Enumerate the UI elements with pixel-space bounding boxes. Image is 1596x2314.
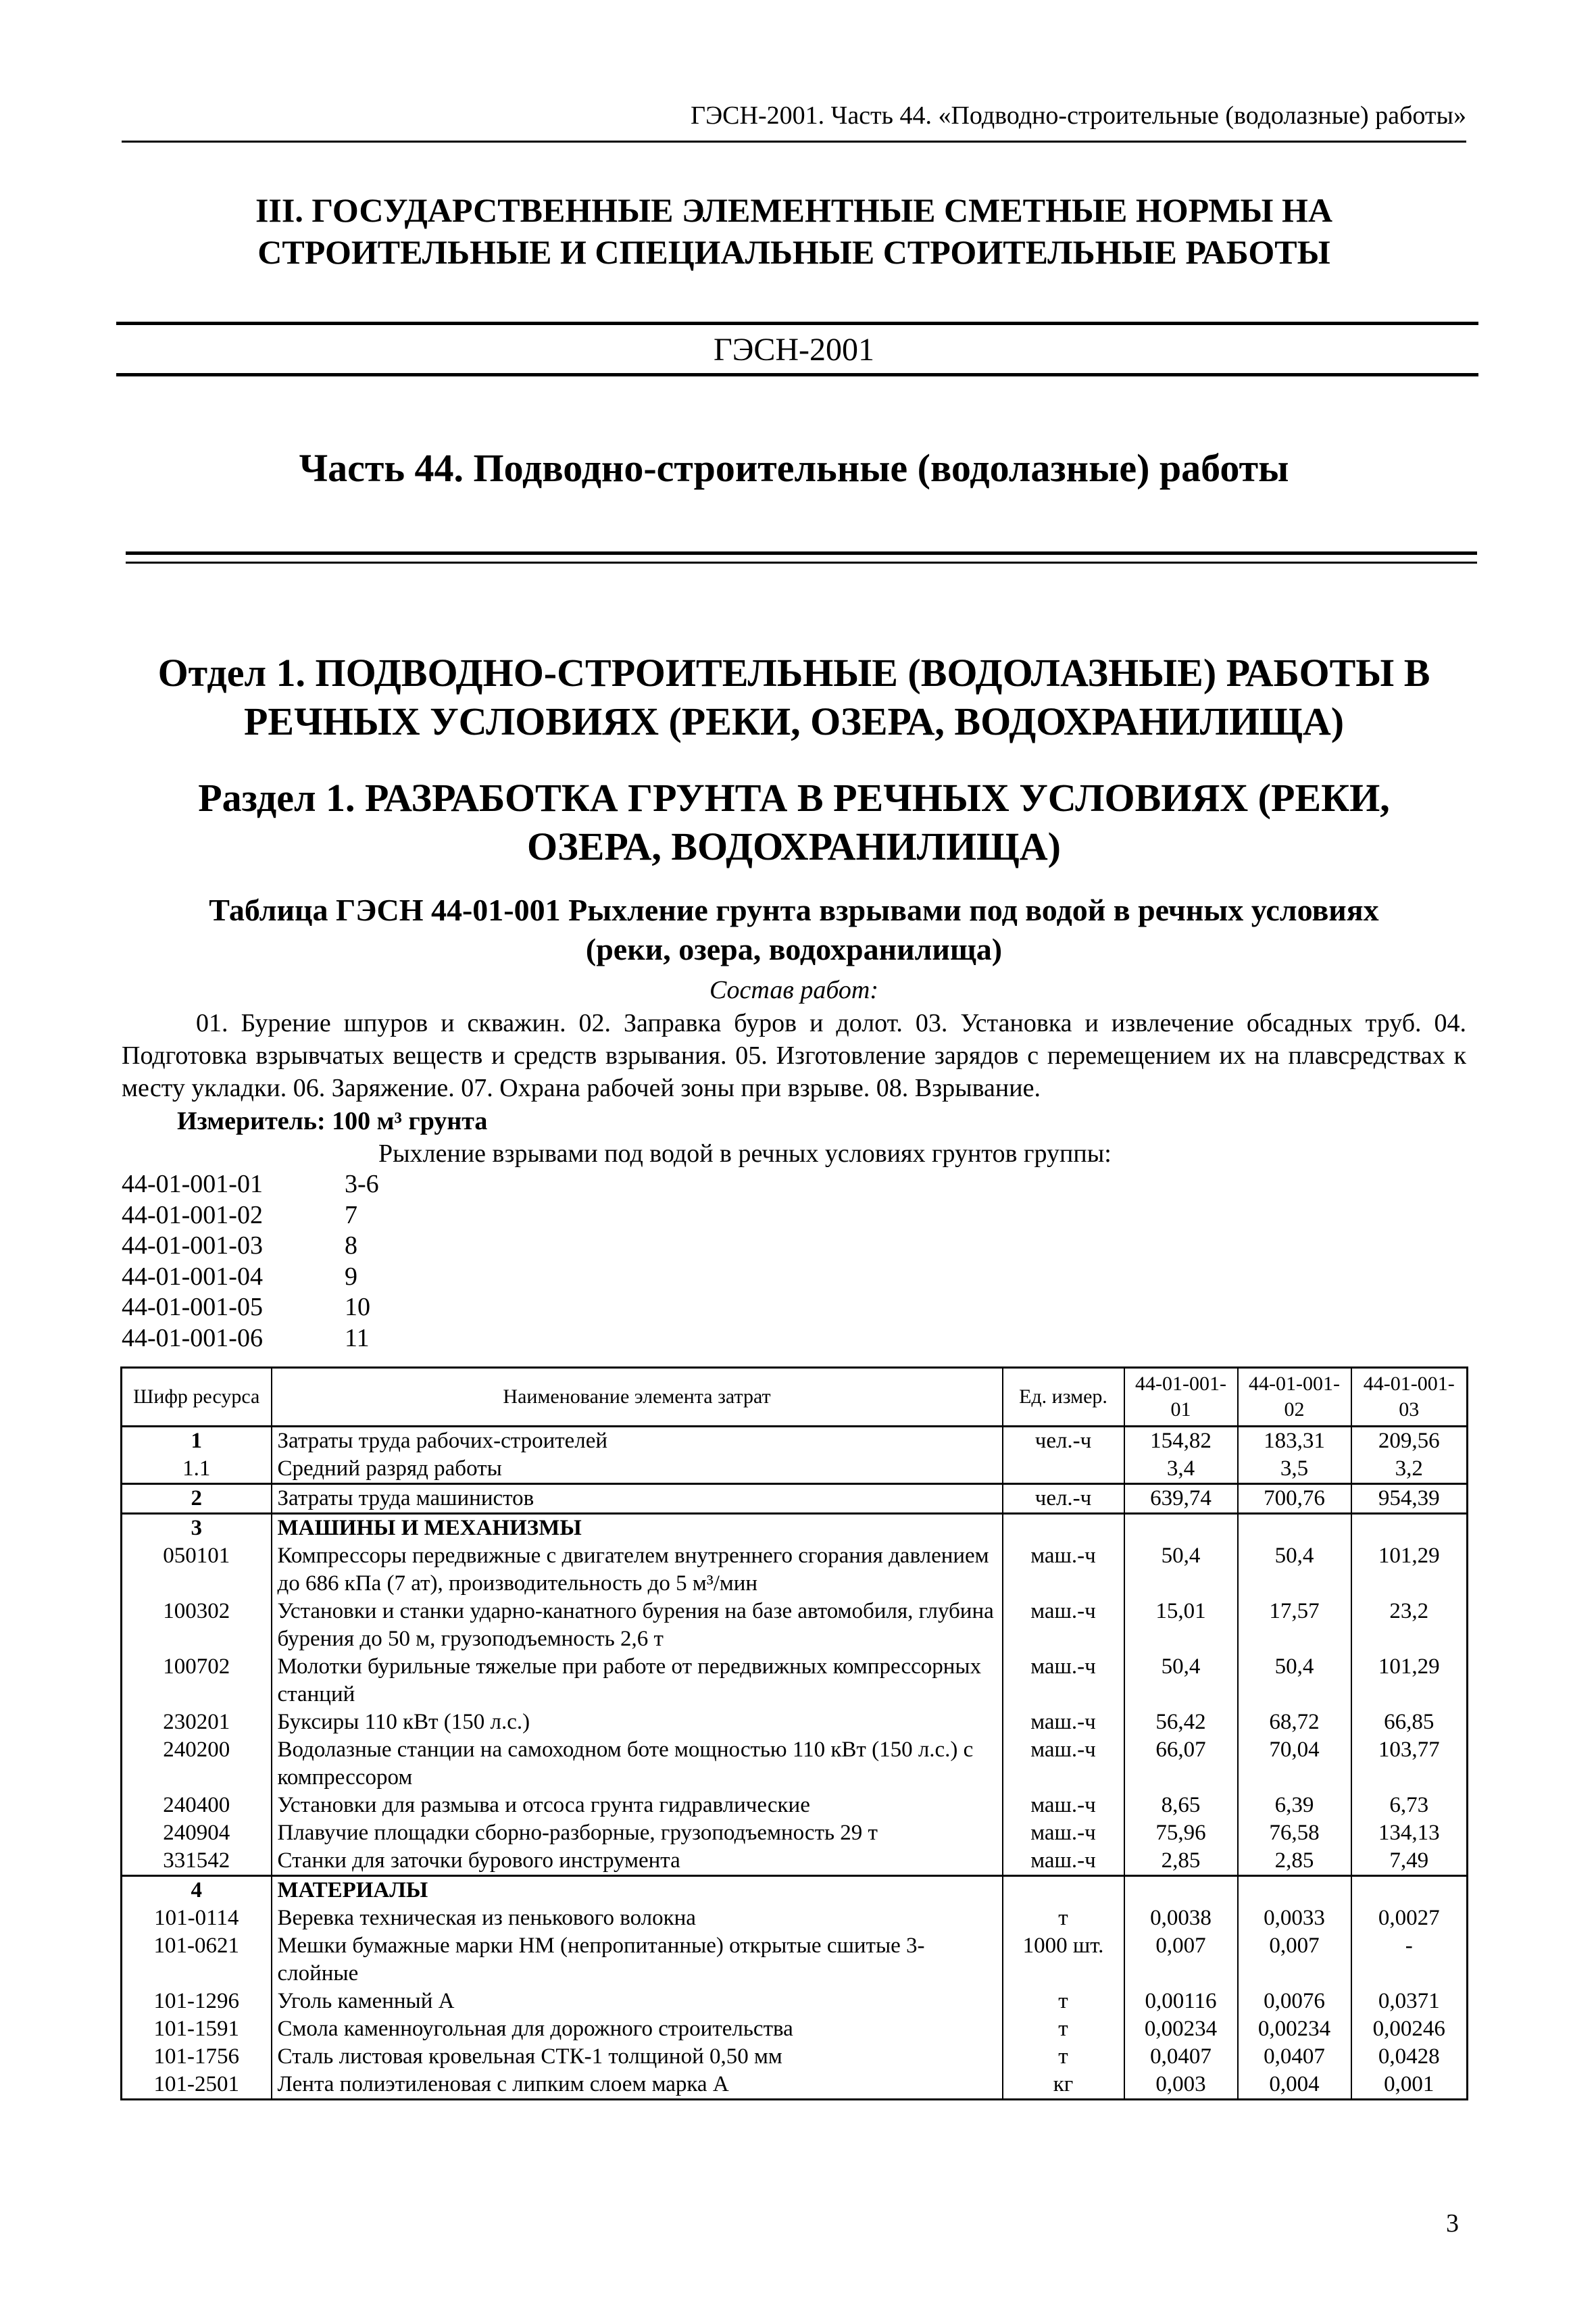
cell-unit: чел.-ч <box>1003 1484 1124 1514</box>
soil-group: 9 <box>345 1262 357 1291</box>
cell-name: Установки и станки ударно-канатного бурения на базе автомобиля, глубина бурения до 50 м, грузоподъемность 2,6 т <box>272 1598 1003 1653</box>
cell-norm-01: 50,4 <box>1124 1653 1238 1708</box>
razdel-title-line2: ОЗЕРА, ВОДОХРАНИЛИЩА) <box>527 824 1061 868</box>
work-composition-label: Состав работ: <box>709 976 879 1004</box>
table-row <box>122 1847 1468 1876</box>
cell-norm-02: 50,4 <box>1238 1653 1351 1708</box>
norm-code-list <box>122 1169 379 1354</box>
cell-name: Сталь листовая кровельная СТК-1 толщиной 0,50 мм <box>272 2043 1003 2071</box>
norm-code-item <box>122 1323 379 1354</box>
work-composition-text: 01. Бурение шпуров и скважин. 02. Заправка буров и долот. 03. Установка и извлечение обсадных труб. 04. Подготовка взрывчатых веществ и средств взрывания. 05. Изготовление зарядов с перемещением их на плавсредствах к месту укладки. 06. Заряжение. 07. Охрана рабочей зоны при взрыве. 08. Взрывание. <box>122 1009 1466 1102</box>
cell-norm-02: 70,04 <box>1238 1736 1351 1792</box>
measure-unit: Измеритель: 100 м³ грунта <box>177 1107 488 1135</box>
cell-norm-02: 3,5 <box>1238 1455 1351 1484</box>
soil-group: 7 <box>345 1200 357 1229</box>
cell-norm-01: 66,07 <box>1124 1736 1238 1792</box>
part-title: Часть 44. Подводно-строительные (водолазные) работы <box>299 446 1289 490</box>
header-norm-03: 44-01-001-03 <box>1351 1368 1468 1427</box>
cell-norm-01: 2,85 <box>1124 1847 1238 1876</box>
cell-norm-01: 639,74 <box>1124 1484 1238 1514</box>
cell-unit: т <box>1003 2015 1124 2043</box>
cell-norm-01: 0,00234 <box>1124 2015 1238 2043</box>
cell-norm-01: 0,00116 <box>1124 1988 1238 2015</box>
razdel-title <box>122 774 1466 871</box>
cell-norm-01: 154,82 <box>1124 1427 1238 1456</box>
cell-norm-01: 15,01 <box>1124 1598 1238 1653</box>
otdel-title-line1: Отдел 1. ПОДВОДНО-СТРОИТЕЛЬНЫЕ (ВОДОЛАЗНЫЕ) РАБОТЫ В <box>157 651 1430 695</box>
cell-name: Компрессоры передвижные с двигателем внутреннего сгорания давлением до 686 кПа (7 ат), производительность до 5 м³/мин <box>272 1542 1003 1598</box>
cell-norm-01: 3,4 <box>1124 1455 1238 1484</box>
soil-group: 11 <box>345 1323 370 1352</box>
otdel-title <box>122 649 1466 746</box>
cell-norm-02: 0,0076 <box>1238 1988 1351 2015</box>
table-title-line2: (реки, озера, водохранилища) <box>585 932 1003 966</box>
cell-code: 101-0114 <box>122 1904 272 1932</box>
cell-norm-03: 209,56 <box>1351 1427 1468 1456</box>
table-row <box>122 1708 1468 1736</box>
norm-code-item <box>122 1292 379 1323</box>
cell-norm-03 <box>1351 1876 1468 1905</box>
cell-norm-01 <box>1124 1514 1238 1543</box>
cell-norm-02: 76,58 <box>1238 1819 1351 1847</box>
main-title <box>122 189 1466 273</box>
cell-norm-01: 56,42 <box>1124 1708 1238 1736</box>
cell-norm-03: 66,85 <box>1351 1708 1468 1736</box>
cell-name: Веревка техническая из пенькового волокна <box>272 1904 1003 1932</box>
resource-table <box>120 1367 1468 2100</box>
cell-code: 100302 <box>122 1598 272 1653</box>
cell-norm-03: 134,13 <box>1351 1819 1468 1847</box>
table-row <box>122 1819 1468 1847</box>
cell-code: 101-2501 <box>122 2071 272 2100</box>
main-title-line2: СТРОИТЕЛЬНЫЕ И СПЕЦИАЛЬНЫЕ СТРОИТЕЛЬНЫЕ РАБОТЫ <box>257 233 1330 271</box>
cell-unit: т <box>1003 1988 1124 2015</box>
cell-code: 101-1756 <box>122 2043 272 2071</box>
cell-code: 3 <box>122 1514 272 1543</box>
header-unit: Ед. измер. <box>1003 1368 1124 1427</box>
cell-code: 101-1296 <box>122 1988 272 2015</box>
cell-code: 230201 <box>122 1708 272 1736</box>
cell-norm-03: 0,001 <box>1351 2071 1468 2100</box>
table-row <box>122 2015 1468 2043</box>
norm-code: 44-01-001-03 <box>122 1231 263 1260</box>
norm-code-item <box>122 1262 379 1293</box>
soil-group: 8 <box>345 1231 357 1260</box>
cell-norm-03: 0,0371 <box>1351 1988 1468 2015</box>
header-norm-01: 44-01-001-01 <box>1124 1368 1238 1427</box>
cell-norm-02: 0,0407 <box>1238 2043 1351 2071</box>
norm-code-item <box>122 1169 379 1200</box>
cell-norm-01: 0,007 <box>1124 1932 1238 1988</box>
cell-name: Уголь каменный А <box>272 1988 1003 2015</box>
table-row <box>122 1542 1468 1598</box>
cell-norm-03: 101,29 <box>1351 1653 1468 1708</box>
table-row <box>122 1904 1468 1932</box>
cell-norm-02 <box>1238 1514 1351 1543</box>
cell-norm-02: 50,4 <box>1238 1542 1351 1598</box>
cell-name: Плавучие площадки сборно-разборные, грузоподъемность 29 т <box>272 1819 1003 1847</box>
table-row <box>122 1484 1468 1514</box>
cell-code: 100702 <box>122 1653 272 1708</box>
cell-norm-01: 0,0038 <box>1124 1904 1238 1932</box>
cell-unit: маш.-ч <box>1003 1598 1124 1653</box>
cell-unit: 1000 шт. <box>1003 1932 1124 1988</box>
group-caption: Рыхление взрывами под водой в речных условиях грунтов группы: <box>378 1139 1112 1168</box>
table-row <box>122 1598 1468 1653</box>
cell-norm-01: 8,65 <box>1124 1792 1238 1819</box>
cell-name: Смола каменноугольная для дорожного строительства <box>272 2015 1003 2043</box>
cell-code: 4 <box>122 1876 272 1905</box>
table-header-row <box>122 1368 1468 1427</box>
running-header: ГЭСН-2001. Часть 44. «Подводно-строительные (водолазные) работы» <box>691 101 1466 130</box>
cell-code: 240904 <box>122 1819 272 1847</box>
cell-code: 240200 <box>122 1736 272 1792</box>
cell-unit <box>1003 1876 1124 1905</box>
soil-group: 3-6 <box>345 1170 379 1198</box>
cell-norm-02: 183,31 <box>1238 1427 1351 1456</box>
cell-norm-03: 0,0027 <box>1351 1904 1468 1932</box>
resource-table-body <box>122 1427 1468 2100</box>
table-row <box>122 2043 1468 2071</box>
cell-name: Буксиры 110 кВт (150 л.с.) <box>272 1708 1003 1736</box>
table-row <box>122 1876 1468 1905</box>
cell-norm-03 <box>1351 1514 1468 1543</box>
cell-norm-03: 0,0428 <box>1351 2043 1468 2071</box>
cell-norm-01: 50,4 <box>1124 1542 1238 1598</box>
cell-norm-02: 0,0033 <box>1238 1904 1351 1932</box>
cell-name: Молотки бурильные тяжелые при работе от передвижных компрессорных станций <box>272 1653 1003 1708</box>
cell-norm-01 <box>1124 1876 1238 1905</box>
cell-norm-02: 68,72 <box>1238 1708 1351 1736</box>
header-norm-02: 44-01-001-02 <box>1238 1368 1351 1427</box>
cell-unit: маш.-ч <box>1003 1542 1124 1598</box>
cell-norm-02: 17,57 <box>1238 1598 1351 1653</box>
table-row <box>122 1514 1468 1543</box>
cell-norm-02: 700,76 <box>1238 1484 1351 1514</box>
header-code: Шифр ресурса <box>122 1368 272 1427</box>
cell-unit: маш.-ч <box>1003 1736 1124 1792</box>
norm-code: 44-01-001-04 <box>122 1262 263 1291</box>
otdel-title-line2: РЕЧНЫХ УСЛОВИЯХ (РЕКИ, ОЗЕРА, ВОДОХРАНИЛИЩА) <box>243 699 1345 743</box>
cell-name: Затраты труда машинистов <box>272 1484 1003 1514</box>
cell-name: Установки для размыва и отсоса грунта гидравлические <box>272 1792 1003 1819</box>
cell-name: Мешки бумажные марки НМ (непропитанные) открытые сшитые 3-слойные <box>272 1932 1003 1988</box>
cell-norm-01: 0,0407 <box>1124 2043 1238 2071</box>
double-rule <box>126 551 1477 564</box>
cell-name: Водолазные станции на самоходном боте мощностью 110 кВт (150 л.с.) с компрессором <box>272 1736 1003 1792</box>
resource-table-wrap <box>120 1367 1466 2100</box>
cell-code: 050101 <box>122 1542 272 1598</box>
table-row <box>122 1932 1468 1988</box>
table-row <box>122 1736 1468 1792</box>
cell-code: 240400 <box>122 1792 272 1819</box>
page-number: 3 <box>1446 2209 1459 2238</box>
cell-norm-03: - <box>1351 1932 1468 1988</box>
cell-norm-02 <box>1238 1876 1351 1905</box>
table-row <box>122 1988 1468 2015</box>
cell-norm-03: 0,00246 <box>1351 2015 1468 2043</box>
razdel-title-line1: Раздел 1. РАЗРАБОТКА ГРУНТА В РЕЧНЫХ УСЛОВИЯХ (РЕКИ, <box>198 776 1390 820</box>
cell-norm-03: 103,77 <box>1351 1736 1468 1792</box>
cell-code: 101-0621 <box>122 1932 272 1988</box>
divider-bottom <box>116 373 1478 376</box>
norm-code-item <box>122 1231 379 1262</box>
cell-norm-02: 0,007 <box>1238 1932 1351 1988</box>
cell-norm-02: 2,85 <box>1238 1847 1351 1876</box>
cell-norm-03: 954,39 <box>1351 1484 1468 1514</box>
norm-code: 44-01-001-06 <box>122 1323 263 1352</box>
cell-name: Средний разряд работы <box>272 1455 1003 1484</box>
table-row <box>122 2071 1468 2100</box>
cell-unit: маш.-ч <box>1003 1792 1124 1819</box>
cell-name: Лента полиэтиленовая с липким слоем марка А <box>272 2071 1003 2100</box>
cell-name: МАШИНЫ И МЕХАНИЗМЫ <box>272 1514 1003 1543</box>
main-title-line1: III. ГОСУДАРСТВЕННЫЕ ЭЛЕМЕНТНЫЕ СМЕТНЫЕ НОРМЫ НА <box>255 191 1333 229</box>
norm-code-item <box>122 1200 379 1231</box>
cell-norm-02: 6,39 <box>1238 1792 1351 1819</box>
cell-name: Затраты труда рабочих-строителей <box>272 1427 1003 1456</box>
cell-code: 1.1 <box>122 1455 272 1484</box>
cell-code: 331542 <box>122 1847 272 1876</box>
cell-unit: т <box>1003 2043 1124 2071</box>
cell-unit: т <box>1003 1904 1124 1932</box>
cell-code: 1 <box>122 1427 272 1456</box>
cell-norm-01: 75,96 <box>1124 1819 1238 1847</box>
cell-norm-02: 0,004 <box>1238 2071 1351 2100</box>
divider-top <box>116 322 1478 325</box>
cell-code: 101-1591 <box>122 2015 272 2043</box>
table-row <box>122 1792 1468 1819</box>
table-row <box>122 1427 1468 1456</box>
cell-name: МАТЕРИАЛЫ <box>272 1876 1003 1905</box>
table-title <box>122 891 1466 969</box>
cell-norm-03: 101,29 <box>1351 1542 1468 1598</box>
cell-unit: чел.-ч <box>1003 1427 1124 1456</box>
cell-norm-03: 6,73 <box>1351 1792 1468 1819</box>
cell-norm-03: 3,2 <box>1351 1455 1468 1484</box>
norm-code: 44-01-001-02 <box>122 1200 263 1229</box>
cell-norm-01: 0,003 <box>1124 2071 1238 2100</box>
header-rule <box>122 141 1466 143</box>
table-title-line1: Таблица ГЭСН 44-01-001 Рыхление грунта взрывами под водой в речных условиях <box>209 893 1379 927</box>
cell-unit: маш.-ч <box>1003 1708 1124 1736</box>
cell-norm-03: 7,49 <box>1351 1847 1468 1876</box>
cell-name: Станки для заточки бурового инструмента <box>272 1847 1003 1876</box>
cell-unit: маш.-ч <box>1003 1847 1124 1876</box>
norm-code: 44-01-001-05 <box>122 1293 263 1321</box>
cell-unit: кг <box>1003 2071 1124 2100</box>
cell-unit: маш.-ч <box>1003 1819 1124 1847</box>
soil-group: 10 <box>345 1293 370 1321</box>
table-row <box>122 1455 1468 1484</box>
gesn-label: ГЭСН-2001 <box>713 332 875 368</box>
cell-unit <box>1003 1455 1124 1484</box>
cell-unit: маш.-ч <box>1003 1653 1124 1708</box>
header-name: Наименование элемента затрат <box>272 1368 1003 1427</box>
norm-code: 44-01-001-01 <box>122 1170 263 1198</box>
cell-norm-02: 0,00234 <box>1238 2015 1351 2043</box>
table-row <box>122 1653 1468 1708</box>
cell-norm-03: 23,2 <box>1351 1598 1468 1653</box>
cell-code: 2 <box>122 1484 272 1514</box>
cell-unit <box>1003 1514 1124 1543</box>
